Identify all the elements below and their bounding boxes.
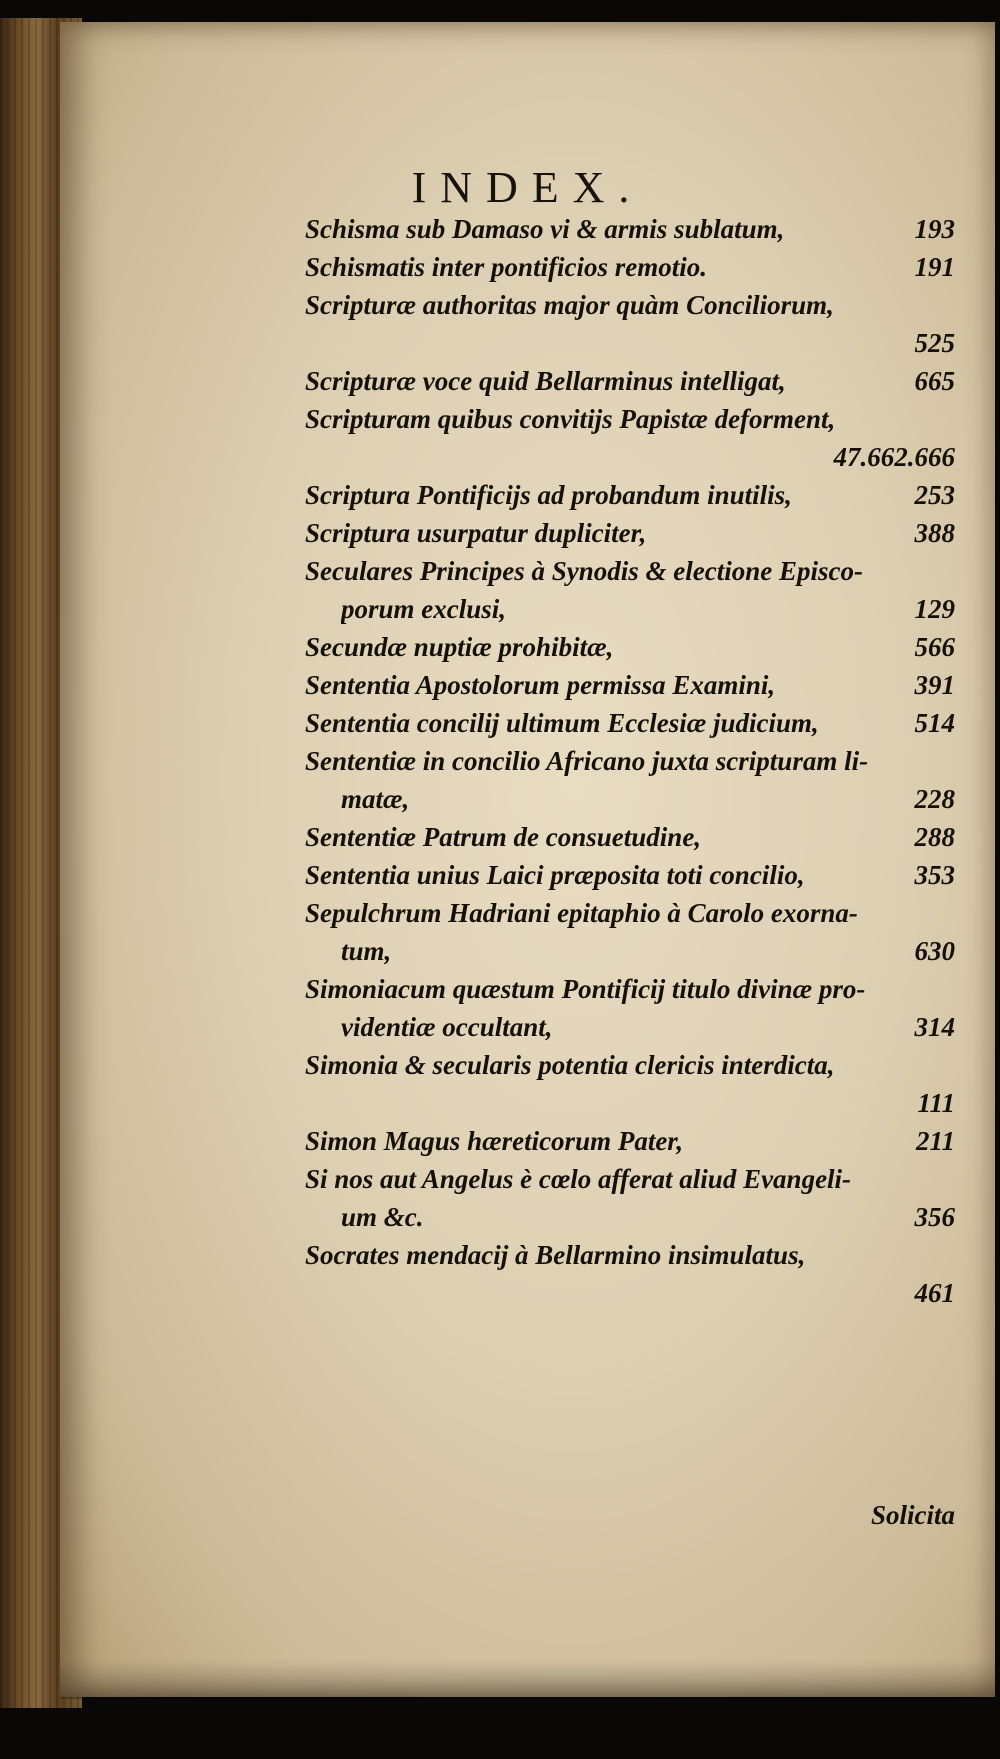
entry-text: Schismatis inter pontificios remotio.: [305, 252, 708, 282]
entry-text: videntiæ occultant,: [341, 1012, 553, 1042]
entry-text: Sententiæ in concilio Africano juxta scripturam li-: [305, 746, 869, 776]
page-number: 353: [914, 860, 955, 890]
index-entry: [305, 1122, 955, 1160]
entry-text: Schisma sub Damaso vi & armis sublatum,: [305, 214, 785, 244]
index-entry: [305, 1046, 955, 1122]
index-entry: [305, 628, 955, 666]
index-entry: [305, 514, 955, 552]
page-number: 191: [914, 252, 955, 282]
entry-text: Simon Magus hæreticorum Pater,: [305, 1126, 684, 1156]
index-entry: [305, 248, 955, 286]
entry-text: porum exclusi,: [341, 594, 507, 624]
entry-text: Simoniacum quæstum Pontificij titulo divinæ pro-: [305, 974, 866, 1004]
page-number: 461: [914, 1278, 955, 1308]
entry-text: um &c.: [341, 1202, 424, 1232]
page-number: 566: [914, 632, 955, 662]
entry-text: Secundæ nuptiæ prohibitæ,: [305, 632, 614, 662]
index-entry: [305, 818, 955, 856]
page-number: 525: [914, 328, 955, 358]
entry-text: Seculares Principes à Synodis & electione Episco-: [305, 556, 863, 586]
index-entry: [305, 362, 955, 400]
entry-text: tum,: [341, 936, 392, 966]
entry-text: matæ,: [341, 784, 410, 814]
page-number: 47.662.666: [833, 442, 955, 472]
page-number: 193: [914, 214, 955, 244]
page-number: 388: [914, 518, 955, 548]
page-number: 253: [914, 480, 955, 510]
page-number: 391: [914, 670, 955, 700]
index-entry: [305, 210, 955, 248]
page-number: 314: [914, 1012, 955, 1042]
index-entry: [305, 704, 955, 742]
index-entry: [305, 286, 955, 362]
index-entry: [305, 476, 955, 514]
entry-text: Scripturæ authoritas major quàm Conciliorum,: [305, 290, 834, 320]
page-number: 356: [914, 1202, 955, 1232]
page-number: 665: [914, 366, 955, 396]
page-number: 514: [914, 708, 955, 738]
entry-text: Sententia concilij ultimum Ecclesiæ judicium,: [305, 708, 819, 738]
catchword: Solicita: [870, 1500, 955, 1530]
page-number: 211: [915, 1126, 955, 1156]
index-entry: [305, 666, 955, 704]
index-entry: [305, 970, 955, 1046]
entry-text: Scripturæ voce quid Bellarminus intelligat,: [305, 366, 786, 396]
page-header: INDEX.: [411, 163, 644, 212]
index-entry: [305, 742, 955, 818]
entry-text: Scripturam quibus convitijs Papistæ deforment,: [305, 404, 836, 434]
entry-text: Scriptura usurpatur dupliciter,: [305, 518, 647, 548]
entry-text: Sententia unius Laici præposita toti concilio,: [305, 860, 805, 890]
index-entry: [305, 552, 955, 628]
page-number: 630: [914, 936, 955, 966]
entry-text: Simonia & secularis potentia clericis interdicta,: [305, 1050, 835, 1080]
index-entry: [305, 856, 955, 894]
entry-text: Sepulchrum Hadriani epitaphio à Carolo exorna-: [305, 898, 858, 928]
page-number: 111: [917, 1088, 955, 1118]
entry-text: Socrates mendacij à Bellarmino insimulatus,: [305, 1240, 806, 1270]
entry-text: Scriptura Pontificijs ad probandum inutilis,: [305, 480, 792, 510]
page-number: 228: [914, 784, 955, 814]
entry-text: Sententiæ Patrum de consuetudine,: [305, 822, 702, 852]
page-shadow: [60, 1659, 995, 1699]
entry-text: Sententia Apostolorum permissa Examini,: [305, 670, 776, 700]
entry-text: Si nos aut Angelus è cœlo afferat aliud Evangeli-: [305, 1164, 852, 1194]
index-entry: [305, 894, 955, 970]
index-entry: [305, 400, 955, 476]
page-number: 288: [914, 822, 955, 852]
page-number: 129: [914, 594, 955, 624]
index-entry: [305, 1236, 955, 1312]
index-entry: [305, 1160, 955, 1236]
index-list: [305, 210, 955, 1312]
